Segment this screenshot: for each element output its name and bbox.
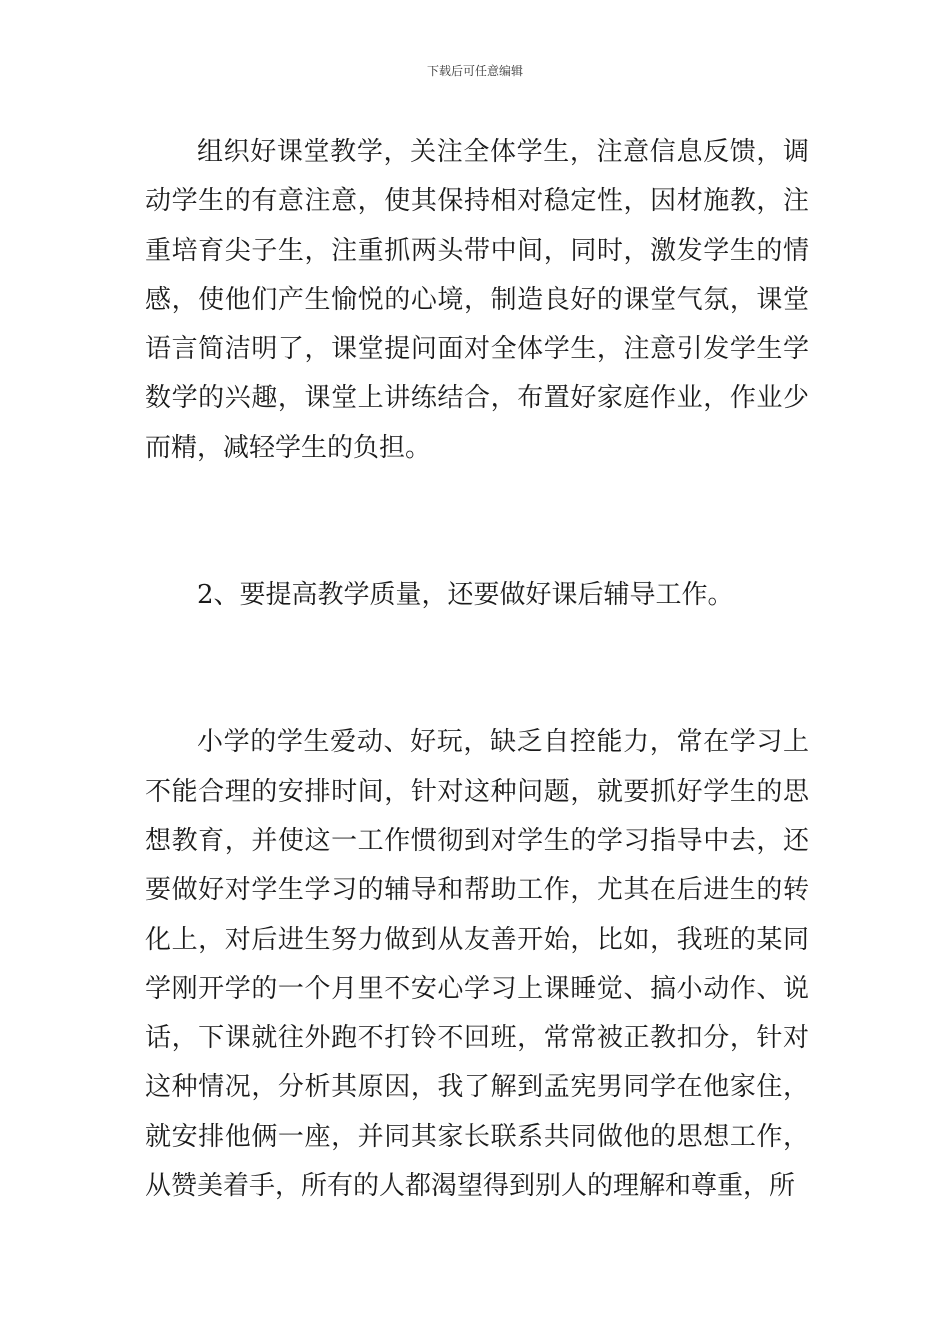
- document-body: [145, 128, 809, 1211]
- header-note: 下载后可任意编辑: [426, 64, 523, 78]
- section-heading-after-class-tutoring: 2、要提高教学质量，还要做好课后辅导工作。: [197, 580, 734, 611]
- paragraph-student-guidance: 小学的学生爱动、好玩，缺乏自控能力，常在学习上不能合理的安排时间，针对这种问题，就要抓好学生的思想教育，并使这一工作惯彻到对学生的学习指导中去，还要做好对学生学习的辅导和帮助工作，尤其在后进生的转化上，对后进生努力做到从友善开始，比如，我班的某同学刚开学的一个月里不安心学习上课睡觉、搞小动作、说话，下课就往外跑不打铃不回班，常常被正教扣分，针对这种情况，分析其原因，我了解到孟宪男同学在他家住，就安排他俩一座，并同其家长联系共同做他的思想工作，从赞美着手，所有的人都渴望得到别人的理解和尊重，所: [145, 727, 809, 1202]
- paragraph-classroom-teaching: 组织好课堂教学，关注全体学生，注意信息反馈，调动学生的有意注意，使其保持相对稳定性，因材施教，注重培育尖子生，注重抓两头带中间，同时，激发学生的情感，使他们产生愉悦的心境，制造良好的课堂气氛，课堂语言简洁明了，课堂提问面对全体学生，注意引发学生学数学的兴趣，课堂上讲练结合，布置好家庭作业，作业少而精，减轻学生的负担。: [145, 137, 809, 463]
